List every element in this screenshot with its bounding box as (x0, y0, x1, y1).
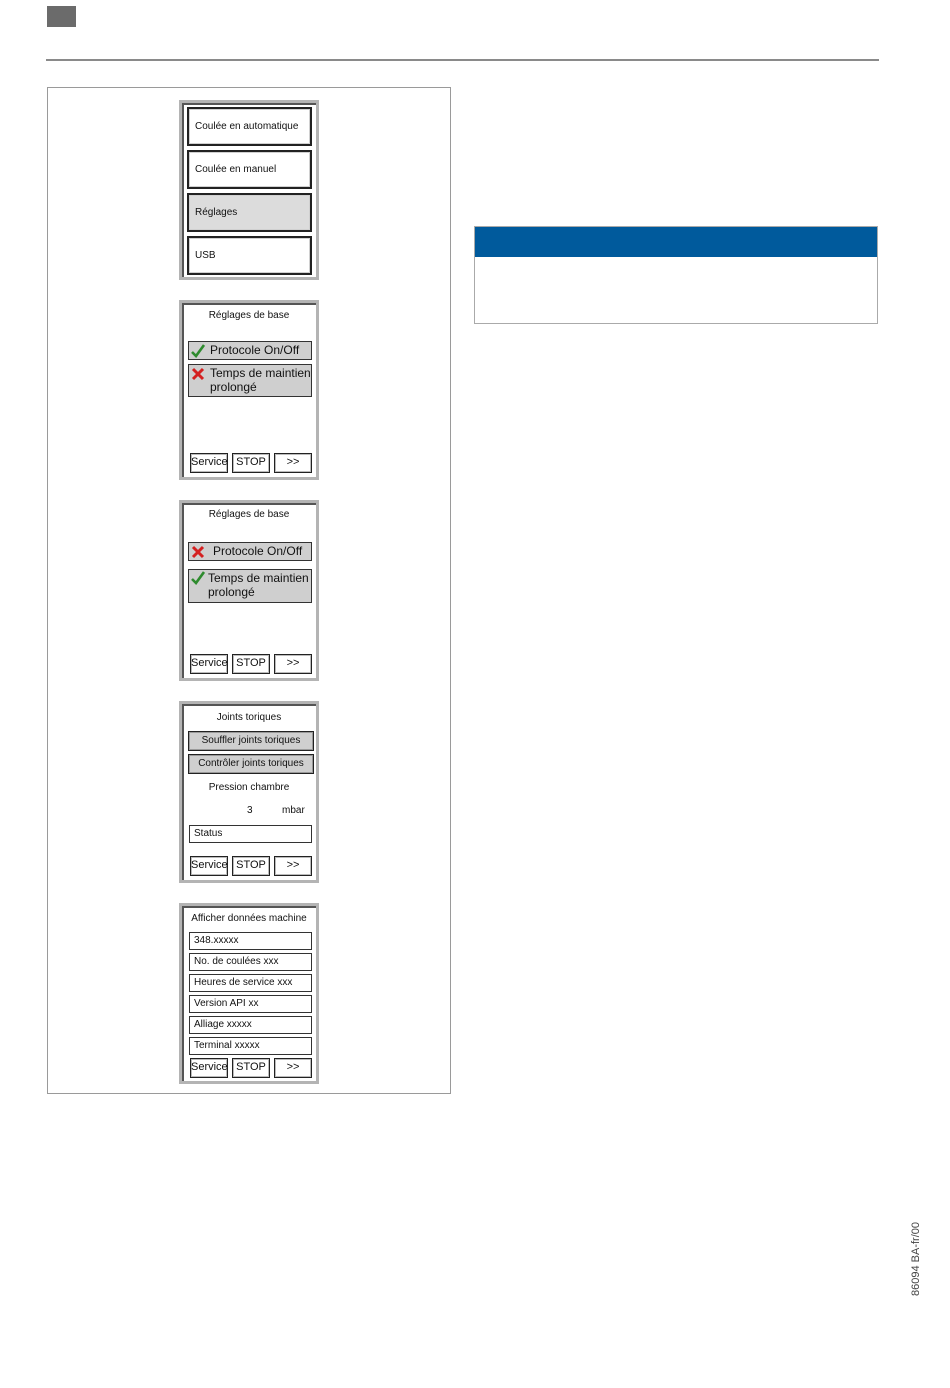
option-protocol[interactable] (188, 542, 312, 561)
option-label: Protocole On/Off (210, 343, 300, 357)
next-button[interactable]: >> (274, 856, 312, 876)
machine-field-casts: No. de coulées xxx (189, 953, 312, 971)
menu-item-settings[interactable]: Réglages (187, 193, 312, 232)
service-button[interactable]: Service (190, 1058, 228, 1078)
machine-field-api-version: Version API xx (189, 995, 312, 1013)
notice-header-bar (475, 227, 877, 257)
pressure-unit: mbar (282, 805, 305, 816)
cross-icon (191, 545, 205, 559)
header-rule (46, 59, 879, 61)
stop-button[interactable]: STOP (232, 654, 270, 674)
service-button[interactable]: Service (190, 856, 228, 876)
pressure-label: Pression chambre (208, 782, 290, 793)
option-label: Temps de maintien prolongé (210, 366, 311, 394)
cross-icon (191, 367, 205, 381)
check-o-rings-button[interactable]: Contrôler joints toriques (188, 754, 314, 774)
screen-title: Afficher données machine (191, 913, 307, 924)
menu-item-usb[interactable]: USB (187, 236, 312, 275)
screen-o-rings (179, 701, 319, 883)
screen-main-menu (179, 100, 319, 280)
next-button[interactable]: >> (274, 453, 312, 473)
document-code: 86094 BA-fr/00 (910, 1222, 922, 1296)
stop-button[interactable]: STOP (232, 856, 270, 876)
option-extended-hold-time[interactable] (188, 364, 312, 397)
service-button[interactable]: Service (190, 453, 228, 473)
menu-item-manual-casting[interactable]: Coulée en manuel (187, 150, 312, 189)
option-extended-hold-time[interactable] (188, 569, 312, 603)
screen-title: Joints toriques (216, 712, 282, 723)
blow-o-rings-button[interactable]: Souffler joints toriques (188, 731, 314, 751)
stop-button[interactable]: STOP (232, 453, 270, 473)
pressure-value: 3 (247, 805, 253, 816)
status-field: Status (189, 825, 312, 843)
menu-item-auto-casting[interactable]: Coulée en automatique (187, 107, 312, 146)
option-protocol[interactable] (188, 341, 312, 360)
screen-basic-settings-b (179, 500, 319, 681)
service-button[interactable]: Service (190, 654, 228, 674)
screen-title: Réglages de base (208, 310, 290, 321)
screen-title: Réglages de base (208, 509, 290, 520)
screen-machine-data (179, 903, 319, 1084)
notice-box (474, 226, 878, 324)
next-button[interactable]: >> (274, 1058, 312, 1078)
screen-basic-settings-a (179, 300, 319, 480)
machine-field-serial: 348.xxxxx (189, 932, 312, 950)
check-icon (191, 571, 205, 585)
stop-button[interactable]: STOP (232, 1058, 270, 1078)
machine-field-terminal: Terminal xxxxx (189, 1037, 312, 1055)
machine-field-alloy: Alliage xxxxx (189, 1016, 312, 1034)
page-corner-tab (47, 6, 76, 27)
option-label: Protocole On/Off (213, 544, 303, 558)
next-button[interactable]: >> (274, 654, 312, 674)
machine-field-hours: Heures de service xxx (189, 974, 312, 992)
option-label: Temps de maintien prolongé (208, 571, 309, 599)
check-icon (191, 344, 205, 358)
